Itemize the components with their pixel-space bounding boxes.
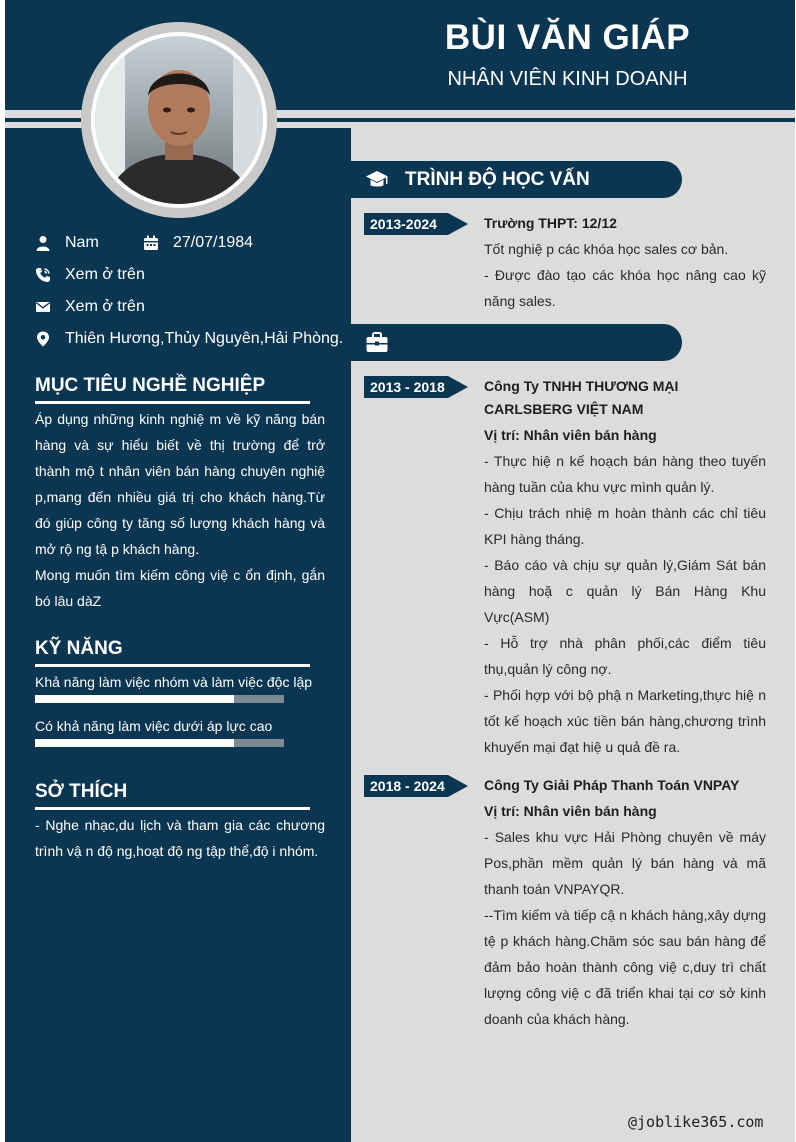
objective-paragraph: Áp dụng những kinh nghiệ m về kỹ năng bán hàng và sự hiểu biết về thị trường để trở thành mộ t nhân viên bán hàng chuyên nghiệ p,mang đến nhiều giá trị cho khách hàng.Từ đó giúp công ty tăng số lượng khách hàng và mở rộ ng tậ p khách hàng. <box>35 411 325 557</box>
job-duties <box>484 448 766 760</box>
job-position: Vị trí: Nhân viên bán hàng <box>484 803 657 819</box>
job-date-tag <box>364 775 468 797</box>
skill-bar-fill <box>35 739 234 747</box>
education-heading: TRÌNH ĐỘ HỌC VẤN <box>405 169 590 190</box>
skill-bar <box>35 695 284 703</box>
resume-page <box>5 0 795 1142</box>
skill-bar <box>35 739 284 747</box>
job-position: Vị trí: Nhân viên bán hàng <box>484 427 657 443</box>
envelope-icon <box>35 299 51 315</box>
user-icon <box>35 235 51 251</box>
birthday-value: 27/07/1984 <box>173 234 254 251</box>
avatar <box>91 32 267 208</box>
job-duty: - Sales khu vực Hải Phòng chuyên về máy Pos,phần mềm quản lý bán hàng và mã thanh toán VNPAYQR. <box>484 829 766 897</box>
location-pin-icon <box>35 331 51 347</box>
job-duty: - Báo cáo và chịu sự quản lý,Giám Sát bán hàng hoặ c quản lý Bán Hàng Khu Vực(ASM) <box>484 557 766 625</box>
avatar-photo <box>95 36 263 204</box>
address-row <box>35 330 343 348</box>
address-value: Thiên Hương,Thủy Nguyên,Hải Phòng. <box>65 330 344 347</box>
objective-paragraph: Mong muốn tìm kiếm công việ c ổn định, gắn bó lâu dàZ <box>35 567 325 609</box>
objective-divider <box>35 401 310 404</box>
objective-heading: MỤC TIÊU NGHỀ NGHIỆP <box>35 375 266 396</box>
phone-value: Xem ở trên <box>65 266 145 283</box>
education-details <box>484 236 766 314</box>
job-date: 2018 - 2024 <box>370 778 445 794</box>
objective-text <box>35 406 325 614</box>
education-section-header <box>351 161 682 198</box>
experience-section-header <box>351 324 682 361</box>
education-date: 2013-2024 <box>370 216 437 232</box>
phone-icon <box>35 267 51 283</box>
job-duty: - Phối hợp với bộ phậ n Marketing,thực hiệ n tốt kế hoạch xúc tiền bán hàng,chương trình khuyến mại đạt hiệ u quả đề ra. <box>484 687 766 755</box>
job-duty: - Thực hiệ n kế hoạch bán hàng theo tuyến hàng tuần của khu vực mình quản lý. <box>484 453 766 495</box>
job-company: Công Ty Giải Pháp Thanh Toán VNPAY <box>484 777 740 793</box>
candidate-name: BÙI VĂN GIÁP <box>444 18 691 57</box>
calendar-icon <box>143 235 159 251</box>
job-duty: - Hỗ trợ nhà phân phối,các điểm tiêu thụ,quản lý công nợ. <box>484 635 766 677</box>
skills-heading: KỸ NĂNG <box>35 638 123 659</box>
job-duty: - Chịu trách nhiệ m hoàn thành các chỉ tiêu KPI hàng tháng. <box>484 505 766 547</box>
skill-label: Có khả năng làm việc dưới áp lực cao <box>35 718 273 734</box>
education-date-tag <box>364 213 468 235</box>
email-value: Xem ở trên <box>65 298 145 315</box>
job-date: 2013 - 2018 <box>370 379 445 395</box>
gender-row <box>35 234 99 252</box>
phone-row <box>35 266 145 284</box>
skill-bar-fill <box>35 695 234 703</box>
date-tag-arrow <box>448 376 468 398</box>
hobbies-divider <box>35 807 310 810</box>
hobbies-text: - Nghe nhạc,du lịch và tham gia các chương trình vậ n độ ng,hoạt độ ng tập thể,độ i nhóm. <box>35 817 325 859</box>
skill-label: Khả năng làm việc nhóm và làm việc độc lập <box>35 674 313 690</box>
person-silhouette-icon <box>95 36 263 204</box>
job-duties <box>484 824 766 1032</box>
birthday-row <box>143 234 253 252</box>
hobbies-heading: SỞ THÍCH <box>35 781 128 802</box>
job-date-tag <box>364 376 468 398</box>
candidate-title: NHÂN VIÊN KINH DOANH <box>447 68 688 90</box>
briefcase-icon <box>365 331 389 355</box>
date-tag-arrow <box>448 775 468 797</box>
job-duty: --Tìm kiếm và tiếp cậ n khách hàng,xây dựng tệ p khách hàng.Chăm sóc sau bán hàng để đảm bảo hoàn thành công việ c,duy trì chất lượng công việ c đã triển khai tại cơ sở kinh doanh của khách hàng. <box>484 907 766 1027</box>
education-line: - Được đào tạo các khóa học nâng cao kỹ năng sales. <box>484 267 766 309</box>
watermark: @joblike365.com <box>628 1113 764 1131</box>
email-row <box>35 298 145 316</box>
skills-divider <box>35 664 310 667</box>
gender-value: Nam <box>65 234 99 251</box>
job-company: Công Ty TNHH THƯƠNG MẠI CARLSBERG VIỆT NAM <box>484 378 679 417</box>
education-line: Tốt nghiệ p các khóa học sales cơ bản. <box>484 241 729 257</box>
graduation-cap-icon <box>365 168 389 192</box>
education-school: Trường THPT: 12/12 <box>484 215 617 231</box>
date-tag-arrow <box>448 213 468 235</box>
